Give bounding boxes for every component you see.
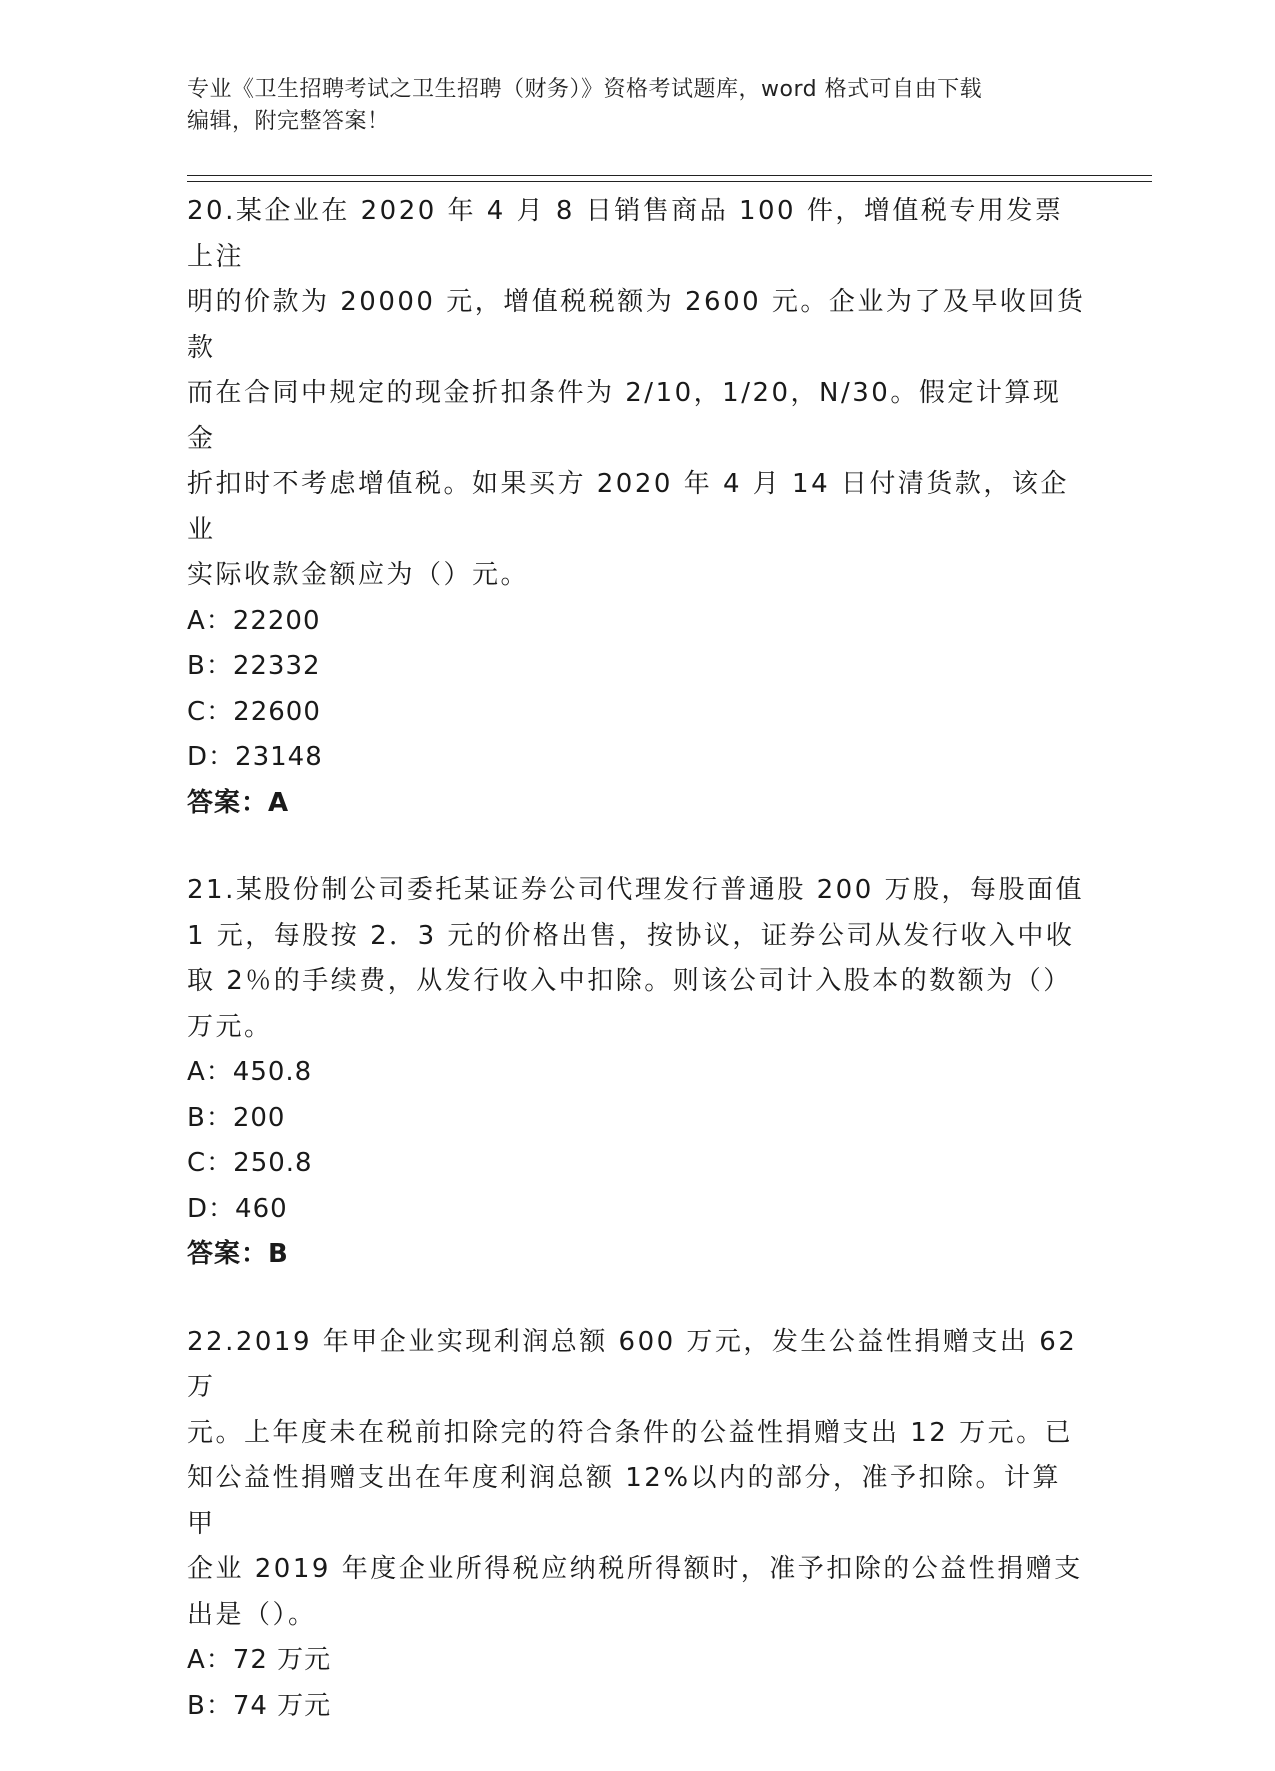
question-line: 20.某企业在 2020 年 4 月 8 日销售商品 100 件，增值税专用发票上注 — [187, 196, 1064, 272]
header-divider-top — [187, 175, 1152, 176]
option-b: B：22332 — [187, 651, 321, 681]
question-line: 取 2％的手续费，从发行收入中扣除。则该公司计入股本的数额为（） — [187, 966, 1072, 996]
question-line: 而在合同中规定的现金折扣条件为 2/10，1/20，N/30。假定计算现金 — [187, 378, 1062, 454]
header-divider-bottom — [187, 181, 1152, 182]
option-a: A：72 万元 — [187, 1645, 332, 1675]
question-line: 实际收款金额应为（）元。 — [187, 560, 530, 590]
document-header — [187, 74, 1067, 138]
question-line: 知公益性捐赠支出在年度利润总额 12%以内的部分，准予扣除。计算甲 — [187, 1463, 1062, 1539]
question-line: 元。上年度未在税前扣除完的符合条件的公益性捐赠支出 12 万元。已 — [187, 1417, 1074, 1448]
answer-label: 答案：A — [187, 787, 290, 818]
question-20 — [187, 189, 1087, 826]
question-line: 22.2019 年甲企业实现利润总额 600 万元，发生公益性捐赠支出 62 万 — [187, 1326, 1089, 1402]
question-line: 1 元，每股按 2．3 元的价格出售，按协议，证券公司从发行收入中收 — [187, 920, 1075, 951]
option-c: C：22600 — [187, 696, 321, 727]
question-22 — [187, 1320, 1087, 1730]
option-a: A：22200 — [187, 605, 321, 636]
question-21 — [187, 868, 1087, 1278]
question-line: 万元。 — [187, 1011, 273, 1042]
option-a: A：450.8 — [187, 1057, 313, 1087]
header-line-1: 专业《卫生招聘考试之卫生招聘（财务）》资格考试题库，word 格式可自由下载 — [187, 77, 983, 102]
question-line: 出是（）。 — [187, 1599, 317, 1630]
question-line: 折扣时不考虑增值税。如果买方 2020 年 4 月 14 日付清货款，该企业 — [187, 469, 1069, 545]
question-line: 明的价款为 20000 元，增值税税额为 2600 元。企业为了及早收回货款 — [187, 287, 1086, 363]
question-list — [187, 189, 1087, 1771]
option-b: B：74 万元 — [187, 1690, 332, 1721]
option-b: B：200 — [187, 1102, 286, 1133]
option-c: C：250.8 — [187, 1148, 313, 1178]
question-line: 21.某股份制公司委托某证券公司代理发行普通股 200 万股，每股面值 — [187, 875, 1085, 905]
option-d: D：460 — [187, 1193, 288, 1224]
answer-label: 答案：B — [187, 1239, 289, 1269]
option-d: D：23148 — [187, 742, 323, 772]
header-line-2: 编辑，附完整答案！ — [187, 109, 390, 134]
question-line: 企业 2019 年度企业所得税应纳税所得额时，准予扣除的公益性捐赠支 — [187, 1554, 1083, 1584]
